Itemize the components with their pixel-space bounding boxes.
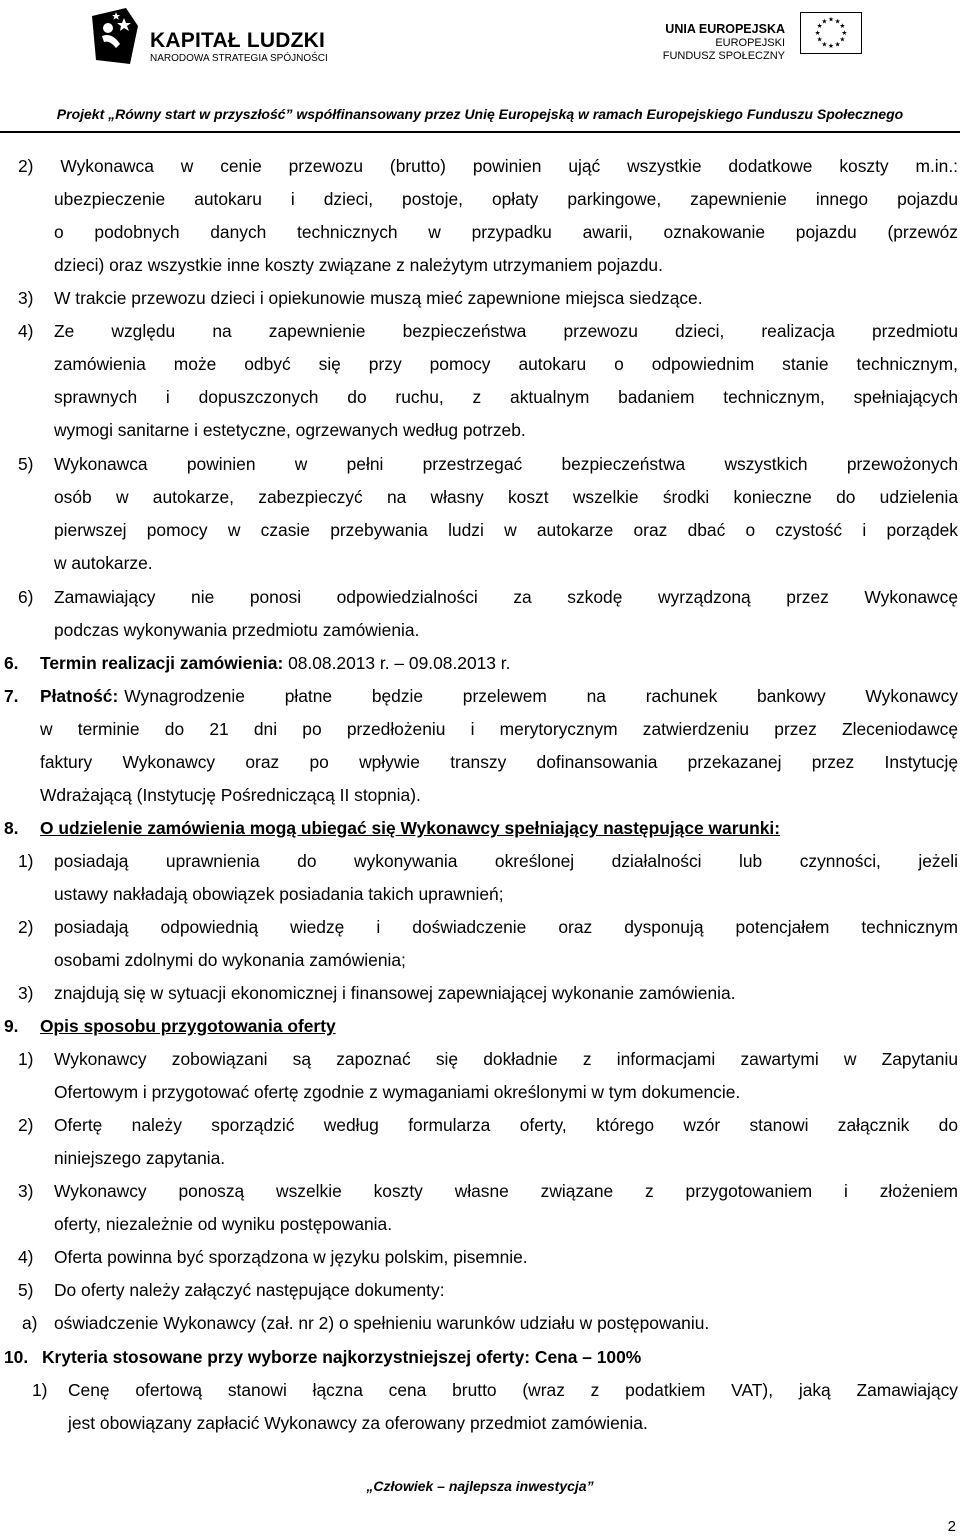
header-divider bbox=[0, 131, 960, 133]
item-5-number: 5) bbox=[18, 454, 34, 474]
section-10-title: Kryteria stosowane przy wyborze najkorzystniejszej oferty: Cena – 100% bbox=[42, 1347, 642, 1367]
item-4-number: 4) bbox=[18, 321, 34, 341]
item-2-line-4: dzieci) oraz wszystkie inne koszty związane z należytym utrzymaniem pojazdu. bbox=[54, 255, 663, 275]
eu-subtitle-1: EUROPEJSKI bbox=[715, 37, 785, 49]
section-8-item-3-line-1: znajdują się w sytuacji ekonomicznej i finansowej zapewniającej wykonanie zamówienia. bbox=[54, 983, 736, 1003]
item-6-line-2: podczas wykonywania przedmiotu zamówienia. bbox=[54, 620, 420, 640]
item-2-line-1: 2) Wykonawca w cenie przewozu (brutto) powinien ująć wszystkie dodatkowe koszty m.in.: bbox=[18, 156, 958, 176]
eu-wordmark bbox=[663, 22, 785, 63]
page-header bbox=[0, 0, 960, 122]
section-8-item-2-number: 2) bbox=[18, 917, 34, 937]
section-9-item-5-number: 5) bbox=[18, 1280, 34, 1300]
section-10-item-1-number: 1) bbox=[32, 1380, 48, 1400]
item-5-line-2: osób w autokarze, zabezpieczyć na własny koszt wszelkie środki konieczne do udzielenia bbox=[54, 487, 958, 507]
kl-subtitle: NARODOWA STRATEGIA SPÓJNOŚCI bbox=[150, 53, 328, 64]
project-line: Projekt „Równy start w przyszłość” współfinansowany przez Unię Europejską w ramach Europejskiego Funduszu Społecznego bbox=[56, 106, 904, 122]
section-8-item-2-line-1: posiadają odpowiednią wiedzę i doświadczenie oraz dysponują potencjałem technicznym bbox=[54, 917, 958, 937]
section-8-item-3-number: 3) bbox=[18, 983, 34, 1003]
section-8-title: O udzielenie zamówienia mogą ubiegać się Wykonawcy spełniający następujące warunki: bbox=[40, 818, 781, 838]
section-9-title: Opis sposobu przygotowania oferty bbox=[40, 1016, 336, 1036]
item-4-line-1: Ze względu na zapewnienie bezpieczeństwa przewozu dzieci, realizacja przedmiotu bbox=[54, 321, 958, 341]
section-6-line bbox=[40, 651, 510, 675]
section-9-item-1-line-1: Wykonawcy zobowiązani są zapoznać się dokładnie z informacjami zawartymi w Zapytaniu bbox=[54, 1049, 958, 1069]
section-6-number: 6. bbox=[4, 653, 19, 673]
item-6-line-1: Zamawiający nie ponosi odpowiedzialności za szkodę wyrządzoną przez Wykonawcę bbox=[54, 587, 958, 607]
item-5-line-4: w autokarze. bbox=[54, 553, 153, 573]
svg-text:★: ★ bbox=[834, 17, 841, 26]
eu-subtitle-2: FUNDUSZ SPOŁECZNY bbox=[662, 50, 785, 62]
section-7-line-1 bbox=[40, 684, 958, 708]
section-9-number: 9. bbox=[4, 1016, 19, 1036]
svg-text:★: ★ bbox=[839, 22, 846, 31]
section-10-item-1-line-1: Cenę ofertową stanowi łączna cena brutto (wraz z podatkiem VAT), jaką Zamawiający bbox=[68, 1380, 958, 1400]
item-4-line-2: zamówienia może odbyć się przy pomocy autokaru o odpowiednim stanie technicznym, bbox=[54, 354, 958, 374]
kl-title: KAPITAŁ LUDZKI bbox=[150, 29, 326, 52]
section-9-item-2-number: 2) bbox=[18, 1115, 34, 1135]
item-2-line-3: o podobnych danych technicznych w przypadku awarii, oznakowanie pojazdu (przewóz bbox=[54, 222, 958, 242]
section-8-item-1-number: 1) bbox=[18, 851, 34, 871]
svg-text:★: ★ bbox=[821, 40, 828, 49]
section-9-item-3-line-2: oferty, niezależnie od wyniku postępowania. bbox=[54, 1214, 393, 1234]
svg-text:★: ★ bbox=[816, 35, 823, 44]
svg-text:★: ★ bbox=[841, 28, 848, 37]
section-7-text-1: Wynagrodzenie płatne będzie przelewem na rachunek bankowy Wykonawcy bbox=[124, 686, 958, 706]
section-6-label: Termin realizacji zamówienia: bbox=[40, 653, 284, 673]
item-4-line-3: sprawnych i dopuszczonych do ruchu, z aktualnym badaniem technicznym, spełniających bbox=[54, 387, 958, 407]
item-4-line-4: wymogi sanitarne i estetyczne, ogrzewanych według potrzeb. bbox=[54, 420, 526, 440]
section-7-line-2: w terminie do 21 dni po przedłożeniu i merytorycznym zatwierdzeniu przez Zleceniodawcę bbox=[40, 719, 958, 739]
svg-text:★: ★ bbox=[814, 28, 821, 37]
section-7-line-4: Wdrażającą (Instytucję Pośredniczącą II stopnia). bbox=[40, 785, 421, 805]
section-7-line-3: faktury Wykonawcy oraz po wpływie transzy dofinansowania przekazanej przez Instytucję bbox=[40, 752, 958, 772]
section-9-item-a-number: a) bbox=[22, 1313, 38, 1333]
section-9-item-4-number: 4) bbox=[18, 1247, 34, 1267]
item-3-number: 3) bbox=[18, 288, 34, 308]
page-number: 2 bbox=[947, 1518, 956, 1535]
item-5-line-3: pierwszej pomocy w czasie przebywania ludzi w autokarze oraz dbać o czystość i porządek bbox=[54, 520, 958, 540]
section-9-item-1-line-2: Ofertowym i przygotować ofertę zgodnie z wymaganiami określonymi w tym dokumencie. bbox=[54, 1082, 741, 1102]
svg-text:★: ★ bbox=[828, 15, 834, 24]
section-9-item-2-line-2: niniejszego zapytania. bbox=[54, 1148, 226, 1168]
section-8-number: 8. bbox=[4, 818, 19, 838]
section-9-item-3-number: 3) bbox=[18, 1181, 34, 1201]
section-9-item-3-line-1: Wykonawcy ponoszą wszelkie koszty własne związane z przygotowaniem i złożeniem bbox=[54, 1181, 958, 1201]
svg-text:★: ★ bbox=[821, 17, 828, 26]
section-7-number: 7. bbox=[4, 686, 19, 706]
svg-text:★: ★ bbox=[839, 35, 846, 44]
svg-text:★: ★ bbox=[828, 42, 834, 51]
section-7-label: Płatność: bbox=[40, 686, 119, 706]
section-8-item-1-line-1: posiadają uprawnienia do wykonywania określonej działalności lub czynności, jeżeli bbox=[54, 851, 958, 871]
section-10-number: 10. bbox=[4, 1347, 29, 1367]
item-2-line-2: ubezpieczenie autokaru i dzieci, postoje, opłaty parkingowe, zapewnienie innego pojazdu bbox=[54, 189, 958, 209]
section-8-item-1-line-2: ustawy nakładają obowiązek posiadania takich uprawnień; bbox=[54, 884, 504, 904]
item-5-line-1: Wykonawca powinien w pełni przestrzegać bezpieczeństwa wszystkich przewożonych bbox=[54, 454, 958, 474]
section-8-item-2-line-2: osobami zdolnymi do wykonania zamówienia; bbox=[54, 950, 406, 970]
item-3-line-1: W trakcie przewozu dzieci i opiekunowie muszą mieć zapewnione miejsca siedzące. bbox=[54, 288, 703, 308]
section-9-item-2-line-1: Ofertę należy sporządzić według formularza oferty, którego wzór stanowi załącznik do bbox=[54, 1115, 958, 1135]
section-6-value: 08.08.2013 r. – 09.08.2013 r. bbox=[283, 653, 511, 673]
section-10-item-1-line-2: jest obowiązany zapłacić Wykonawcy za oferowany przedmiot zamówienia. bbox=[68, 1413, 648, 1433]
eu-flag-icon bbox=[800, 12, 862, 54]
section-9-item-a-line-1: oświadczenie Wykonawcy (zał. nr 2) o spełnieniu warunków udziału w postępowaniu. bbox=[54, 1313, 710, 1333]
item-6-number: 6) bbox=[18, 587, 34, 607]
kapital-ludzki-logo-icon bbox=[86, 6, 144, 68]
section-9-item-5-line-1: Do oferty należy załączyć następujące dokumenty: bbox=[54, 1280, 445, 1300]
eu-title: UNIA EUROPEJSKA bbox=[665, 22, 785, 36]
footer-slogan: „Człowiek – najlepsza inwestycja” bbox=[366, 1478, 594, 1494]
svg-text:★: ★ bbox=[816, 22, 823, 31]
section-9-item-1-number: 1) bbox=[18, 1049, 34, 1069]
svg-text:★: ★ bbox=[834, 40, 841, 49]
section-9-item-4-line-1: Oferta powinna być sporządzona w języku polskim, pisemnie. bbox=[54, 1247, 528, 1267]
kapital-ludzki-wordmark bbox=[150, 30, 328, 65]
